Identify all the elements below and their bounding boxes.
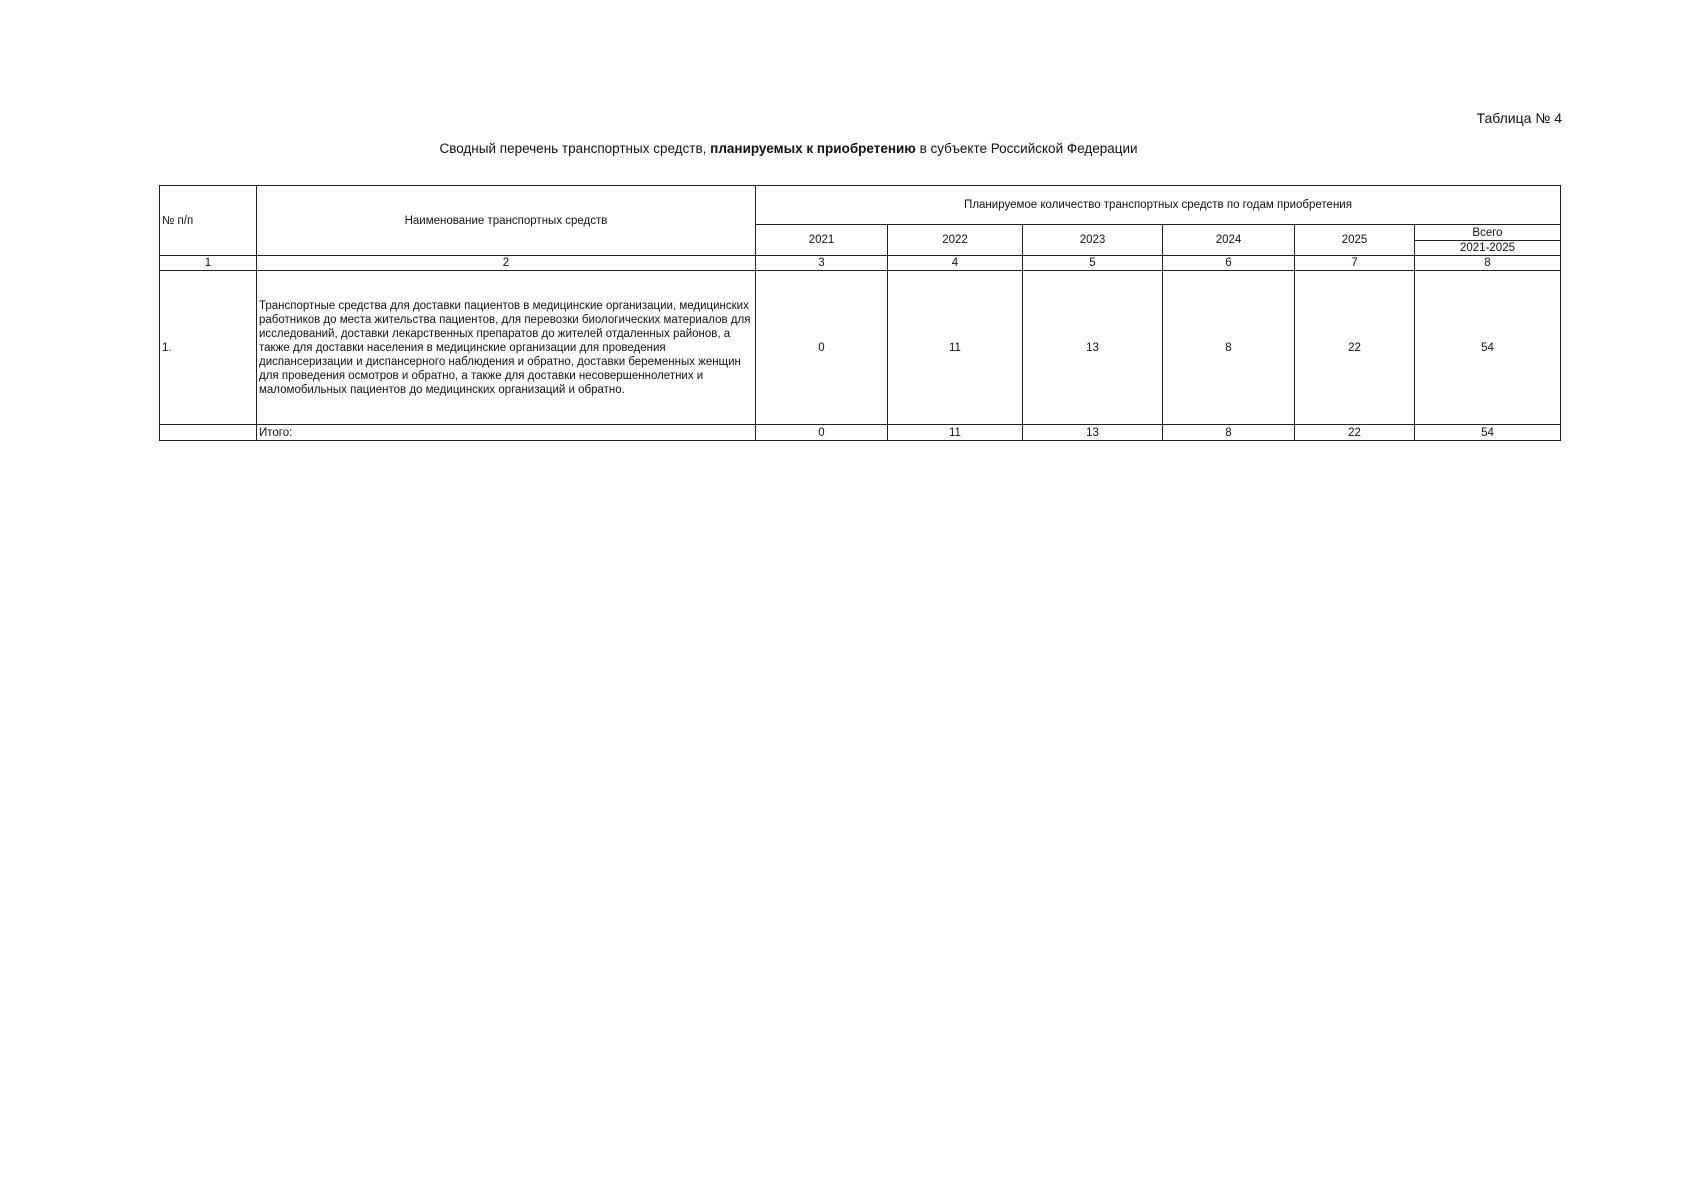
column-number: 2 [257, 256, 756, 271]
row-num: 1. [160, 271, 257, 425]
column-number: 7 [1295, 256, 1415, 271]
total-value-2024: 8 [1163, 425, 1295, 441]
total-label: Итого: [257, 425, 756, 441]
column-number: 4 [888, 256, 1023, 271]
header-year-2024: 2024 [1163, 225, 1295, 256]
header-year-2023: 2023 [1023, 225, 1163, 256]
document-title [0, 141, 1577, 156]
vehicles-summary-table [159, 185, 1561, 441]
header-row-1 [160, 186, 1561, 225]
header-year-2022: 2022 [888, 225, 1023, 256]
total-value-2022: 11 [888, 425, 1023, 441]
header-year-2025: 2025 [1295, 225, 1415, 256]
header-year-2021: 2021 [756, 225, 888, 256]
header-name: Наименование транспортных средств [257, 186, 756, 256]
total-value-2025: 22 [1295, 425, 1415, 441]
row-value-2023: 13 [1023, 271, 1163, 425]
total-value-2021: 0 [756, 425, 888, 441]
table-row [160, 271, 1561, 425]
total-num-empty [160, 425, 257, 441]
column-number-row [160, 256, 1561, 271]
table-number: Таблица № 4 [1476, 110, 1562, 126]
column-number: 6 [1163, 256, 1295, 271]
row-value-2021: 0 [756, 271, 888, 425]
column-number: 3 [756, 256, 888, 271]
header-total-range: 2021-2025 [1415, 241, 1561, 256]
title-part-2-bold: планируемых к приобретению [710, 141, 916, 156]
row-value-2022: 11 [888, 271, 1023, 425]
title-part-1: Сводный перечень транспортных средств, [439, 141, 711, 156]
column-number: 1 [160, 256, 257, 271]
total-value-2023: 13 [1023, 425, 1163, 441]
header-total-label: Всего [1415, 225, 1561, 241]
row-value-2025: 22 [1295, 271, 1415, 425]
header-planned: Планируемое количество транспортных средств по годам приобретения [756, 186, 1561, 225]
row-value-total: 54 [1415, 271, 1561, 425]
row-value-2024: 8 [1163, 271, 1295, 425]
column-number: 8 [1415, 256, 1561, 271]
header-num: № п/п [160, 186, 257, 256]
column-number: 5 [1023, 256, 1163, 271]
row-vehicle-name: Транспортные средства для доставки пациентов в медицинские организации, медицинских работников до места жительства пациентов, для перевозки биологических материалов для исследований, доставки лекарственных препаратов до жителей отдаленных районов, а также для доставки населения в медицинские организации для проведения диспансеризации и диспансерного наблюдения и обратно, доставки беременных женщин для проведения осмотров и обратно, а также для доставки несовершеннолетних и маломобильных пациентов до медицинских организаций и обратно. [257, 271, 756, 425]
total-row [160, 425, 1561, 441]
total-value-sum: 54 [1415, 425, 1561, 441]
title-part-3: в субъекте Российской Федерации [915, 141, 1138, 156]
